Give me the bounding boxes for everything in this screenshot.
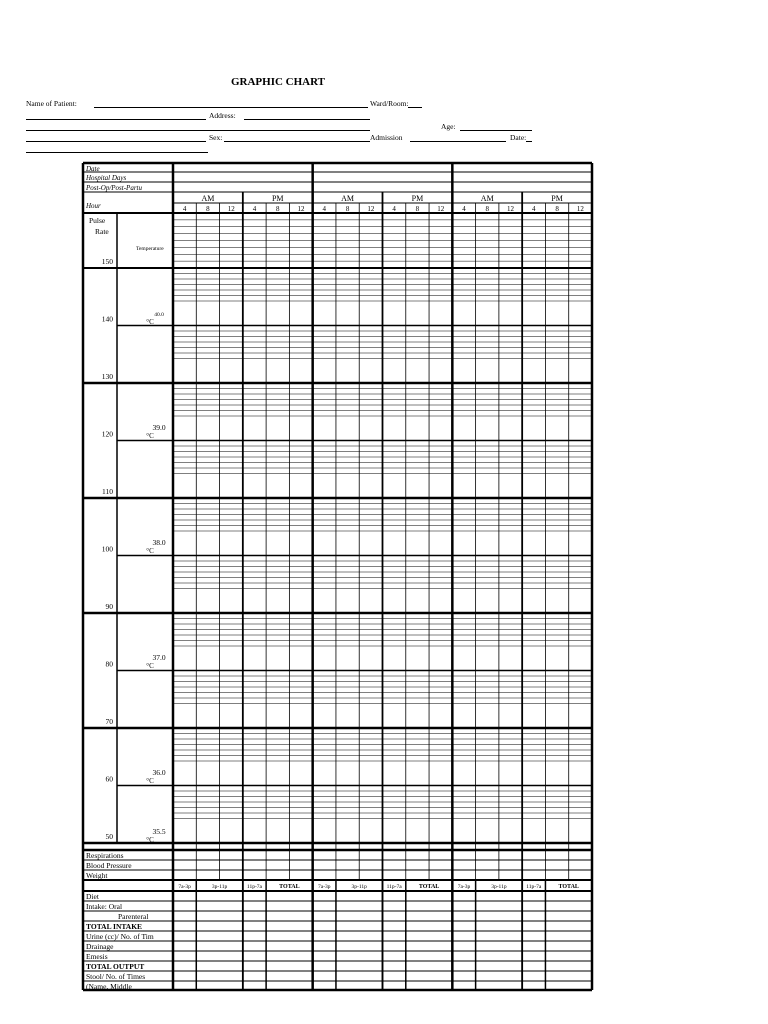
io-label-3: TOTAL INTAKE (86, 922, 143, 931)
io-label-0: Diet (86, 892, 99, 901)
pulse-value-140: 140 (101, 314, 113, 324)
hour-label-12: 12 (227, 205, 235, 213)
temp-value-40.0: 40.0 (154, 312, 164, 318)
degree-unit: °C (146, 432, 154, 440)
shift-label-1: 3p-11p (211, 884, 228, 890)
hour-label-8: 8 (415, 205, 420, 213)
row-label-pulse: Pulse (89, 216, 106, 225)
hour-label-4: 4 (532, 205, 536, 213)
shift-label-3: TOTAL (558, 884, 579, 890)
row-label-post-op: Post-Op/Post-Partu (86, 184, 142, 192)
io-label-2: Parenteral (118, 912, 149, 921)
period-label-am: AM (480, 194, 494, 203)
shift-label-3: TOTAL (418, 884, 440, 890)
pulse-value-60: 60 (105, 774, 113, 784)
shift-label-1: 3p-11p (491, 884, 507, 890)
io-label-8: Stool/ No. of Times (86, 972, 146, 981)
io-label-9: (Name, Middle (86, 982, 132, 991)
sex-label: Sex: (209, 133, 223, 142)
row-label-rate: Rate (95, 227, 109, 236)
hour-label-12: 12 (437, 205, 445, 213)
row-label-temperature: Temperature (136, 246, 164, 252)
pulse-value-80: 80 (105, 659, 113, 669)
temp-value-39.0: 39.0 (152, 423, 166, 432)
degree-unit: °C (146, 777, 154, 785)
hour-label-8: 8 (206, 205, 210, 213)
hour-label-12: 12 (576, 205, 584, 213)
row-label-date: Date (86, 165, 100, 173)
degree-unit: °C (146, 836, 154, 844)
row-label-hour: Hour (86, 202, 101, 210)
ward-room-label: Ward/Room: (370, 99, 409, 108)
shift-label-0: 7a-3p (318, 884, 331, 890)
temp-value-38.0: 38.0 (152, 538, 166, 547)
address-label: Address: (209, 111, 236, 120)
shift-label-0: 7a-3p (457, 884, 471, 890)
hour-label-12: 12 (507, 205, 515, 213)
io-label-7: TOTAL OUTPUT (86, 962, 145, 971)
vitals-label-1: Blood Pressure (86, 861, 132, 870)
date-label: Date: (510, 133, 527, 142)
hour-label-12: 12 (367, 205, 375, 213)
period-label-pm: PM (271, 194, 284, 203)
io-label-5: Drainage (86, 942, 114, 951)
hour-label-8: 8 (485, 205, 489, 213)
age-label: Age: (441, 122, 456, 131)
shift-label-2: 11p-7a (526, 884, 542, 890)
hour-label-4: 4 (182, 205, 187, 213)
pulse-value-150: 150 (101, 257, 113, 266)
hour-label-4: 4 (322, 205, 327, 213)
row-label-hospital-days: Hospital Days (86, 174, 127, 182)
hour-label-4: 4 (252, 205, 257, 213)
page-title: GRAPHIC CHART (230, 76, 326, 88)
period-label-am: AM (201, 194, 215, 203)
shift-label-2: 11p-7a (386, 884, 402, 890)
shift-label-0: 7a-3p (178, 884, 191, 890)
hour-label-8: 8 (276, 205, 280, 213)
period-label-am: AM (341, 194, 355, 203)
vitals-label-2: Weight (86, 871, 108, 880)
admission-label: Admission (370, 133, 403, 142)
degree-unit: °C (146, 662, 154, 670)
io-label-6: Emesis (86, 952, 108, 961)
hour-label-8: 8 (555, 205, 559, 213)
degree-unit: °C (146, 318, 154, 326)
hour-label-8: 8 (345, 205, 350, 213)
hour-label-4: 4 (462, 205, 466, 213)
pulse-value-100: 100 (101, 544, 113, 554)
pulse-value-70: 70 (105, 717, 113, 726)
pulse-value-110: 110 (102, 487, 113, 496)
hour-label-12: 12 (297, 205, 305, 213)
pulse-value-90: 90 (105, 602, 113, 611)
temp-value-37.0: 37.0 (152, 653, 166, 662)
shift-label-1: 3p-11p (351, 884, 367, 890)
pulse-value-130: 130 (101, 372, 113, 381)
pulse-value-120: 120 (101, 429, 113, 439)
pulse-value-50: 50 (105, 832, 113, 841)
period-label-pm: PM (551, 194, 563, 203)
io-label-1: Intake: Oral (86, 902, 123, 911)
hour-label-4: 4 (392, 205, 396, 213)
degree-unit: °C (146, 547, 154, 555)
io-label-4: Urine (cc)/ No. of Tim (86, 932, 154, 941)
temp-value-35.5: 35.5 (152, 827, 166, 836)
patient-name-label: Name of Patient: (26, 99, 77, 108)
period-label-pm: PM (411, 194, 424, 203)
vitals-label-0: Respirations (86, 851, 124, 860)
temp-value-36.0: 36.0 (152, 768, 166, 777)
shift-label-3: TOTAL (279, 884, 300, 890)
shift-label-2: 11p-7a (246, 884, 263, 890)
